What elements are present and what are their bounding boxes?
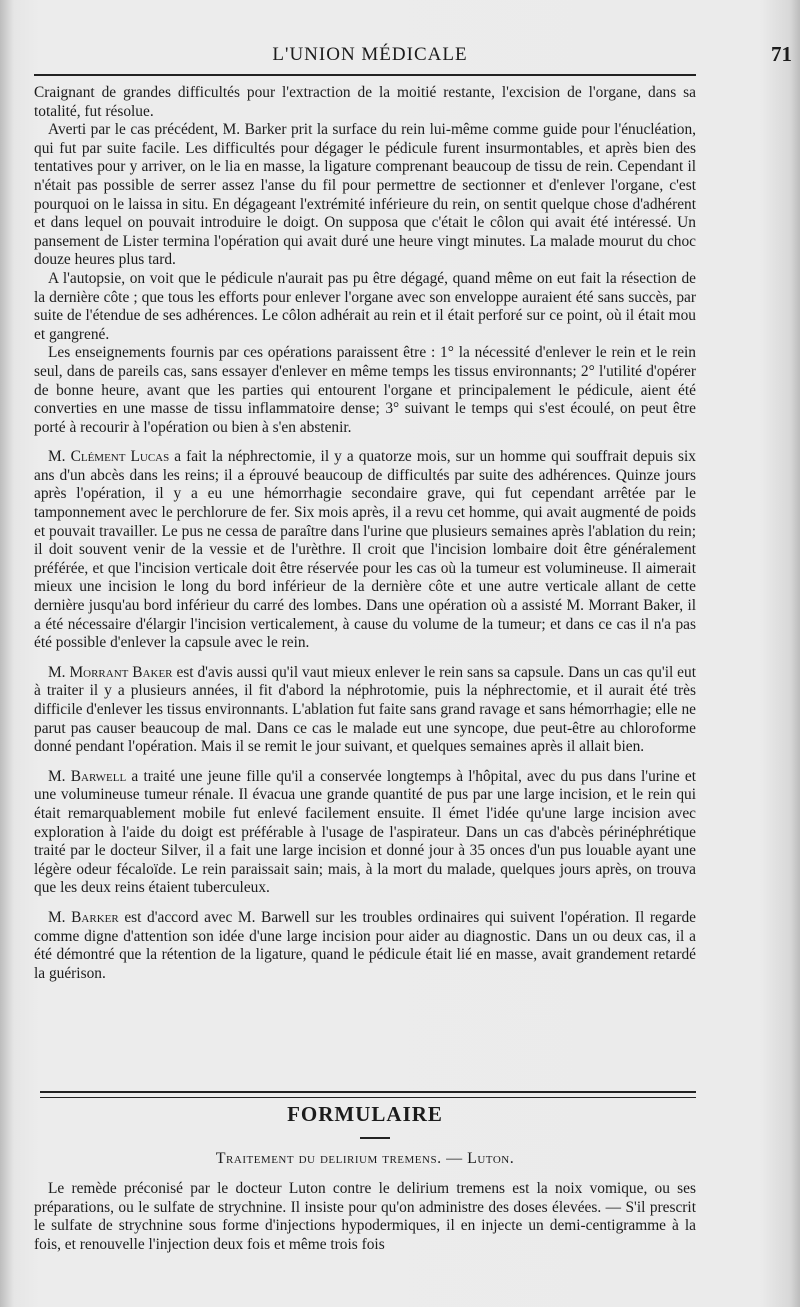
paragraph: Les enseignements fournis par ces opérations paraissent être : 1° la nécessité d'enlever le rein et le rein seul, dans de pareils cas, sans essayer d'enlever en même temps les tissus environnants; 2° l'utilité d'opérer de bonne heure, avant que les parties qui entourent l'organe et principalement le pédicule, aient été converties en une masse de tissu inflammatoire dense; 3° suivant le temps qui s'est écoulé, on peut être porté à recourir à l'opération ou bien à s'en abstenir. [34, 344, 696, 436]
speaker-name: M. Barker [48, 908, 119, 926]
paragraph: Craignant de grandes difficultés pour l'extraction de la moitié restante, l'excision de l'organe, dans sa totalité, fut résolue. [34, 84, 696, 120]
speaker-name: M. Barwell [48, 767, 127, 785]
paragraph: Averti par le cas précédent, M. Barker prit la surface du rein lui-même comme guide pour l'énucléation, qui fut par suite facile. Les difficultés pour dégager le pédicule furent insurmontables, et après bien des tentatives pour y arriver, on le lia en masse, la ligature comprenant beaucoup de tissu de rein. Cependant il n'était pas possible de serrer assez l'anse du fil pour permettre de sectionner et d'enlever l'organe, c'est pourquoi on le laissa in situ. En dégageant l'extrémité inférieure du rein, on sentit quelque chose d'adhérent et dans lequel on pouvait introduire le doigt. On supposa que c'était le côlon qui avait été intéressé. Un pansement de Lister termina l'opération qui avait duré une heure vingt minutes. La malade mourut du choc douze heures plus tard. [34, 121, 696, 269]
paragraph: Le remède préconisé par le docteur Luton contre le delirium tremens est la noix vomique, ou ses préparations, ou le sulfate de strychnine. Il insiste pour qu'on administre des doses élevées. — S'il prescrit le sulfate de strychnine sous forme d'injections hypodermiques, il en injecte un demi-centigramme à la fois, et renouvelle l'injection deux fois et même trois fois [34, 1180, 696, 1253]
subsection-title: Traitement du delirium tremens. — Luton. [215, 1150, 515, 1167]
paragraph: A l'autopsie, on voit que le pédicule n'aurait pas pu être dégagé, quand même on eut fait la résection de la dernière côte ; que tous les efforts pour enlever l'organe avec son enveloppe auraient été sans succès, par suite de l'étendue de ses adhérences. Le côlon adhérait au rein et il était perforé sur ce point, où il était mou et gangrené. [34, 269, 696, 343]
paragraph-text: a traité une jeune fille qu'il a conservée longtemps à l'hôpital, avec du pus dans l'urine et une volumineuse tumeur rénale. Il évacua une grande quantité de pus par une large incision, et le rein qui était remarquablement mobile fut enlevé facilement ensuite. Il émet l'idée qu'une large incision avec exploration à l'aide du doigt est préférable à l'usage de l'aspirateur. Dans un cas d'abcès périnéphrétique traité par le docteur Silver, il a fait une large incision et donné jour à 35 onces d'un pus louable ayant une légère odeur fécaloïde. Le rein paraissait sain; mais, à la mort du malade, quelques jours après, on trouva que les deux reins étaient tuberculeux. [34, 767, 697, 897]
formulaire-body [34, 1180, 696, 1254]
paragraph [34, 448, 696, 653]
speaker-name: M. Clément Lucas [48, 448, 170, 466]
header-rule [34, 74, 696, 76]
paragraph [34, 768, 696, 898]
paragraph-text: est d'avis aussi qu'il vaut mieux enlever le rein sans sa capsule. Dans un cas qu'il eut à traiter il y a plusieurs années, il fit d'abord la néphrotomie, puis la néphrectomie, et il aurait été très difficile d'enlever les tissus environnants. L'ablation fut faite sans grand ravage et sans hémorrhagie; elle ne parut pas causer beaucoup de mal. Dans ce cas le malade eut une syncope, due peut-être au chloroforme donné pendant l'opération. Mais il se remit le jour suivant, et quelques semaines après il allait bien. [34, 663, 696, 756]
paragraph-text: a fait la néphrectomie, il y a quatorze mois, sur un homme qui souffrait depuis six ans d'un abcès dans les reins; il a éprouvé beaucoup de difficultés par suite des adhérences. Quinze jours après l'opération, il y a eu une hémorrhagie secondaire grave, qui fut cependant arrêtée par le tamponnement avec le perchlorure de fer. Six mois après, il a revu cet homme, qui avait augmenté de poids et pouvait travailler. Le pus ne cessa de paraître dans l'urine que plusieurs semaines après l'ablation du rein; il doit souvent venir de la vessie et de l'urèthre. Il croit que l'incision lombaire doit être généralement préférée, et que l'incision verticale doit être réservée pour les cas où la tumeur est volumineuse. Il aimerait mieux une incision le long du bord inférieur de la dernière côte et une autre verticale allant de cette dernière jusqu'au bord inférieur du carré des lombes. Dans une opération où a assisté M. Morrant Baker, il a été nécessaire d'élargir l'incision verticalement, à cause du volume de la tumeur; et dans ce cas il n'a pas été possible d'enlever la capsule avec le rein. [34, 448, 696, 652]
title-underline [360, 1137, 390, 1139]
paragraph [34, 909, 696, 983]
section-divider [40, 1091, 696, 1098]
paragraph [34, 664, 696, 757]
page-header [30, 40, 792, 70]
article-body [34, 84, 696, 983]
speaker-name: M. Morrant Baker [48, 663, 173, 681]
section-title: FORMULAIRE [287, 1102, 443, 1126]
page-number: 71 [771, 42, 792, 66]
paragraph-text: est d'accord avec M. Barwell sur les troubles ordinaires qui suivent l'opération. Il regarde comme digne d'attention son idée d'une large incision pour aider au diagnostic. Dans un ou deux cas, il a été démontré que la rétention de la ligature, quand le pédicule était lié en masse, avait grandement retardé la guérison. [34, 908, 696, 982]
running-title: L'UNION MÉDICALE [272, 44, 468, 65]
